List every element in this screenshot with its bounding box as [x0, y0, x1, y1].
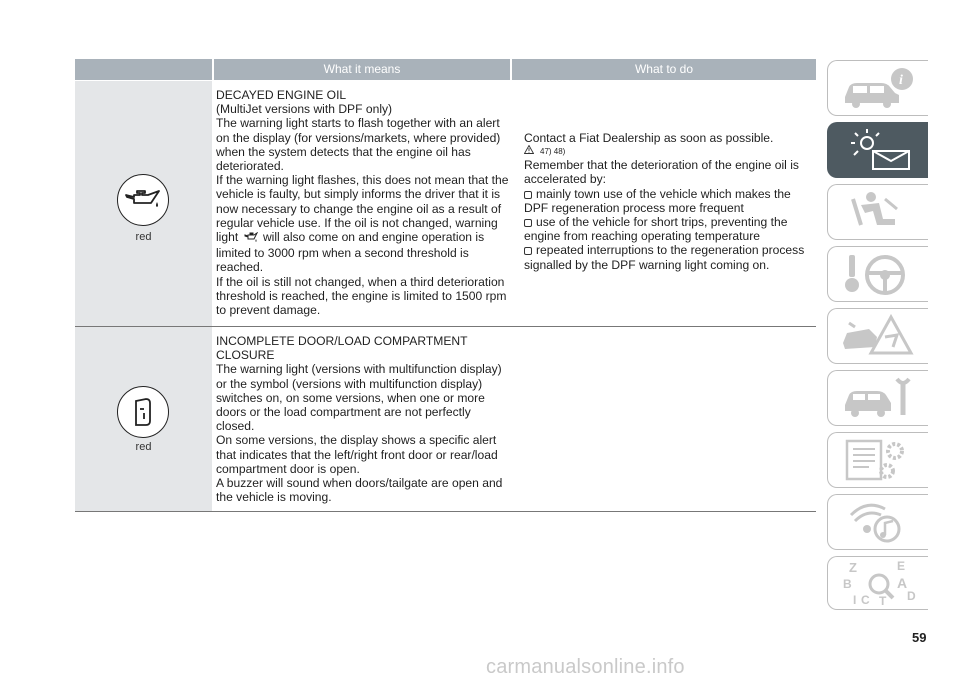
bullet-box-icon [524, 247, 532, 255]
oil-meaning-paragraph: The warning light starts to flash together with an alert on the display (for versions/markets, where provided) when the system detects that the engine oil has deteriorated. [216, 116, 501, 174]
table-header-todo: What to do [512, 59, 816, 80]
index-letter: Z [849, 560, 857, 575]
oil-todo-refs [524, 145, 816, 158]
oil-todo-contact: Contact a Fiat Dealership as soon as possible. [524, 131, 774, 145]
side-tab-service[interactable] [827, 370, 928, 426]
oil-meaning-continuation: will also come on and engine operation is limited to 3000 rpm when a second threshold is reached. [216, 230, 485, 275]
door-meaning-paragraph: On some versions, the display shows a specific alert that indicates that the left/right front door or rear/load compartment door is open. [216, 433, 498, 476]
side-tab-key-steering[interactable] [827, 246, 928, 302]
side-tab-car-info[interactable] [827, 60, 928, 116]
index-letter: D [907, 589, 916, 603]
oil-meaning-subtitle: (MultiJet versions with DPF only) [216, 102, 393, 117]
oil-meaning-light-word: light [216, 230, 239, 245]
oil-meaning-text [216, 88, 510, 317]
index-letter: B [843, 577, 852, 591]
warning-triangle-icon [524, 145, 534, 158]
oil-todo-refs-label: 47) 48) [540, 146, 566, 156]
side-tab-airbag-seat[interactable] [827, 184, 928, 240]
oil-meaning-paragraph: If the oil is still not changed, when a third deterioration threshold is reached, the engine is limited to 1500 rpm to prevent damage. [216, 274, 507, 318]
page-number: 59 [912, 630, 927, 645]
color-label-door: red [135, 441, 152, 453]
color-label-oil: red [135, 231, 152, 243]
car-service-wrench-icon [839, 375, 917, 421]
oil-todo-bullet-text: use of the vehicle for short trips, preventing the engine from reaching operating temperature [524, 215, 788, 244]
oil-todo-bullet-text: mainly town use of the vehicle which makes the DPF regeneration process more frequent [524, 186, 791, 215]
side-tab-warning-lights[interactable] [827, 122, 928, 178]
multimedia-icon [839, 499, 917, 545]
oil-todo-bullet [524, 215, 816, 243]
index-letter: C [861, 593, 870, 606]
oil-todo-bullet [524, 243, 816, 271]
door-open-icon [117, 386, 169, 438]
oil-todo-bullet [524, 187, 816, 215]
index-letter: E [897, 560, 906, 573]
bullet-box-icon [524, 191, 532, 199]
specs-gear-icon [839, 437, 917, 483]
oil-meaning-paragraph [216, 230, 510, 275]
table-bottom-rule [75, 511, 816, 512]
table-header-means: What it means [214, 59, 510, 80]
row-divider [75, 326, 816, 327]
index-search-icon [839, 560, 917, 606]
index-letter: T [879, 594, 887, 606]
oil-meaning-title: DECAYED ENGINE OIL [216, 88, 347, 102]
side-tab-index[interactable] [827, 556, 928, 610]
door-meaning-title: INCOMPLETE DOOR/LOAD COMPARTMENT CLOSURE [216, 334, 468, 363]
engine-oil-pressure-icon [244, 232, 258, 246]
side-tab-specs[interactable] [827, 432, 928, 488]
oil-meaning-paragraph: If the warning light flashes, this does not mean that the vehicle is faulty, but simply informs the driver that it is now necessary to change the engine oil as a result of regular vehicle use. If the oil is not changed, warning [216, 173, 509, 230]
bullet-box-icon [524, 219, 532, 227]
key-steering-icon [839, 251, 917, 297]
index-letter: I [853, 593, 857, 606]
svg-text:i: i [899, 73, 903, 88]
warning-lights-icon [839, 127, 917, 173]
door-meaning-paragraph: A buzzer will sound when doors/tailgate are open and the vehicle is moving. [216, 476, 503, 505]
side-tab-emergency[interactable] [827, 308, 928, 364]
index-letter: A [897, 575, 908, 591]
door-meaning-text [216, 334, 510, 504]
table-header-blank [75, 59, 212, 80]
side-tab-multimedia[interactable] [827, 494, 928, 550]
door-meaning-paragraph: The warning light (versions with multifunction display) or the symbol (versions with multifunction display) switches on, on some versions, when one or more doors or the load compartment are not perfectly closed. [216, 362, 502, 434]
oil-can-icon [117, 174, 169, 226]
oil-todo-bullet-text: repeated interruptions to the regeneration process signalled by the DPF warning light coming on. [524, 243, 805, 272]
emergency-triangle-icon [839, 313, 917, 359]
watermark: carmanualsonline.info [486, 656, 685, 678]
car-info-icon [839, 65, 917, 111]
airbag-seat-icon [839, 189, 917, 235]
oil-todo-intro: Remember that the deterioration of the engine oil is accelerated by: [524, 158, 799, 187]
oil-todo-text [524, 131, 816, 272]
